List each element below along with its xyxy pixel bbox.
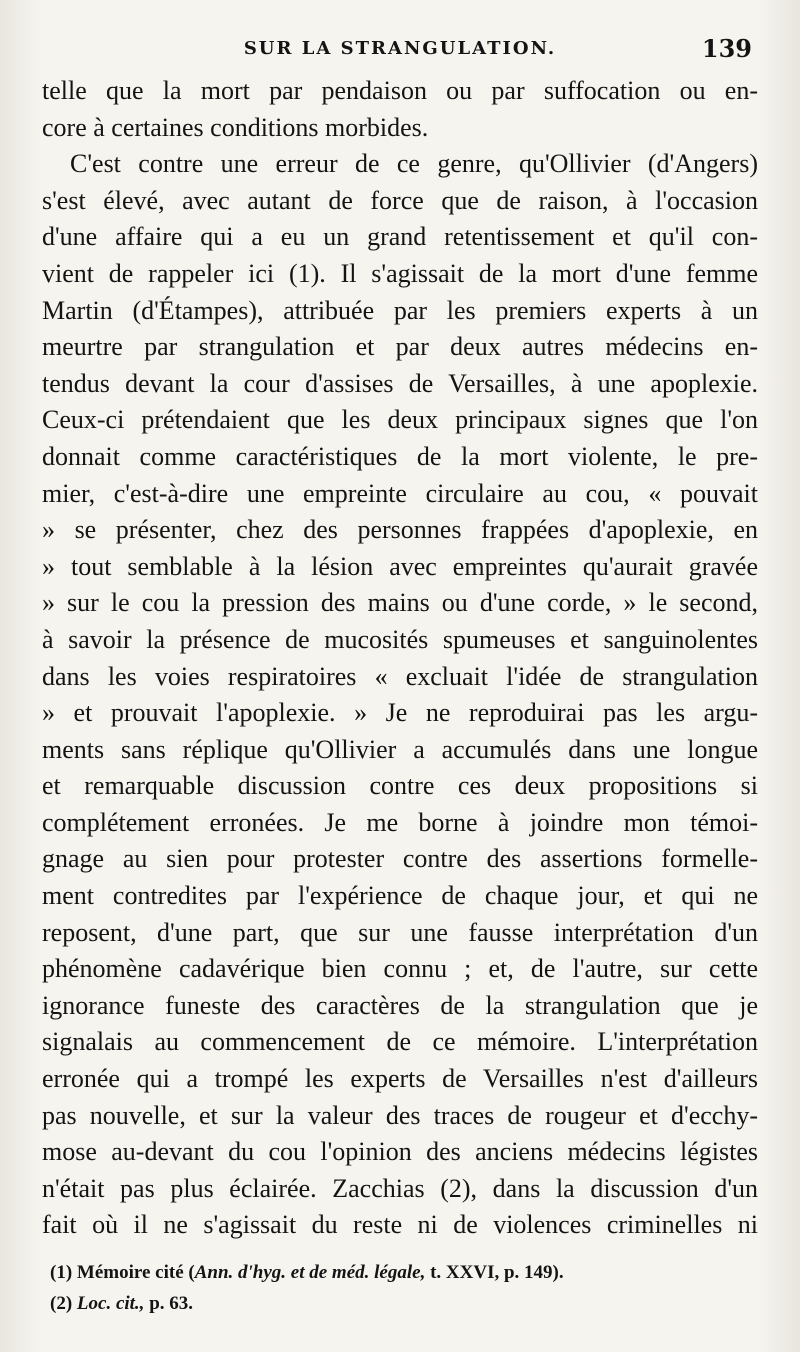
text-line: fait où il ne s'agissait du reste ni de violences criminelles ni — [42, 1210, 758, 1240]
text-line: Ceux-ci prétendaient que les deux principaux signes que l'on — [42, 405, 758, 435]
text-line: » sur le cou la pression des mains ou d'une corde, » le second, — [42, 588, 758, 618]
text-line: donnait comme caractéristiques de la mort violente, le pre- — [42, 441, 758, 471]
text-line: meurtre par strangulation et par deux autres médecins en- — [42, 332, 758, 362]
text-line: et remarquable discussion contre ces deux propositions si — [42, 771, 758, 801]
footnote — [50, 1257, 750, 1288]
footnote-marker: (2) — [50, 1293, 73, 1314]
text-line: Martin (d'Étampes), attribuée par les premiers experts à un — [42, 295, 758, 325]
page-number: 139 — [701, 34, 752, 63]
footnotes — [50, 1257, 750, 1319]
text-line: C'est contre une erreur de ce genre, qu'Ollivier (d'Angers) — [70, 149, 758, 179]
text-line: vient de rappeler ici (1). Il s'agissait de la mort d'une femme — [42, 258, 758, 288]
text-line: ignorance funeste des caractères de la strangulation que je — [42, 990, 758, 1020]
footnote-text: t. XXVI, p. 149). — [425, 1262, 564, 1283]
footnote-source: Ann. d'hyg. et de méd. légale, — [194, 1262, 426, 1283]
text-line: gnage au sien pour protester contre des assertions formelle- — [42, 844, 758, 874]
body-text — [42, 73, 758, 1244]
text-line: signalais au commencement de ce mémoire. L'interprétation — [42, 1027, 758, 1057]
text-line: erronée qui a trompé les experts de Versailles n'est d'ailleurs — [42, 1064, 758, 1094]
text-line: core à certaines conditions morbides. — [42, 112, 429, 142]
footnote-text: Mémoire cité ( — [76, 1262, 195, 1283]
text-line: complétement erronées. Je me borne à joindre mon témoi- — [42, 807, 758, 837]
text-line: pas nouvelle, et sur la valeur des traces de rougeur et d'ecchy- — [42, 1100, 758, 1130]
text-line: mose au-devant du cou l'opinion des anciens médecins légistes — [42, 1137, 758, 1167]
text-line: n'était pas plus éclairée. Zacchias (2), dans la discussion d'un — [42, 1173, 758, 1203]
text-line: phénomène cadavérique bien connu ; et, de l'autre, sur cette — [42, 954, 758, 984]
text-line: » tout semblable à la lésion avec empreintes qu'aurait gravée — [42, 551, 758, 581]
text-line: » et prouvait l'apoplexie. » Je ne reproduirai pas les argu- — [42, 698, 758, 728]
text-line: reposent, d'une part, que sur une fausse interprétation d'un — [42, 917, 758, 947]
text-line: dans les voies respiratoires « excluait l'idée de strangulation — [42, 661, 758, 691]
text-line: » se présenter, chez des personnes frappées d'apoplexie, en — [42, 515, 758, 545]
text-line: telle que la mort par pendaison ou par suffocation ou en- — [42, 76, 758, 105]
footnote-text: p. 63. — [144, 1293, 194, 1314]
text-line: ment contredites par l'expérience de chaque jour, et qui ne — [42, 881, 758, 911]
text-line: s'est élevé, avec autant de force que de raison, à l'occasion — [42, 185, 758, 215]
text-line: d'une affaire qui a eu un grand retentissement et qu'il con- — [42, 222, 758, 252]
text-line: mier, c'est-à-dire une empreinte circulaire au cou, « pouvait — [42, 478, 758, 508]
text-line: tendus devant la cour d'assises de Versailles, à une apoplexie. — [42, 368, 758, 398]
footnote-source: Loc. cit., — [76, 1293, 145, 1314]
text-line: à savoir la présence de mucosités spumeuses et sanguinolentes — [42, 624, 758, 654]
footnote-marker: (1) — [50, 1262, 73, 1283]
footnote — [50, 1288, 750, 1319]
running-head — [40, 34, 760, 64]
running-title: SUR LA STRANGULATION. — [243, 38, 557, 59]
text-line: ments sans réplique qu'Ollivier a accumulés dans une longue — [42, 734, 758, 764]
